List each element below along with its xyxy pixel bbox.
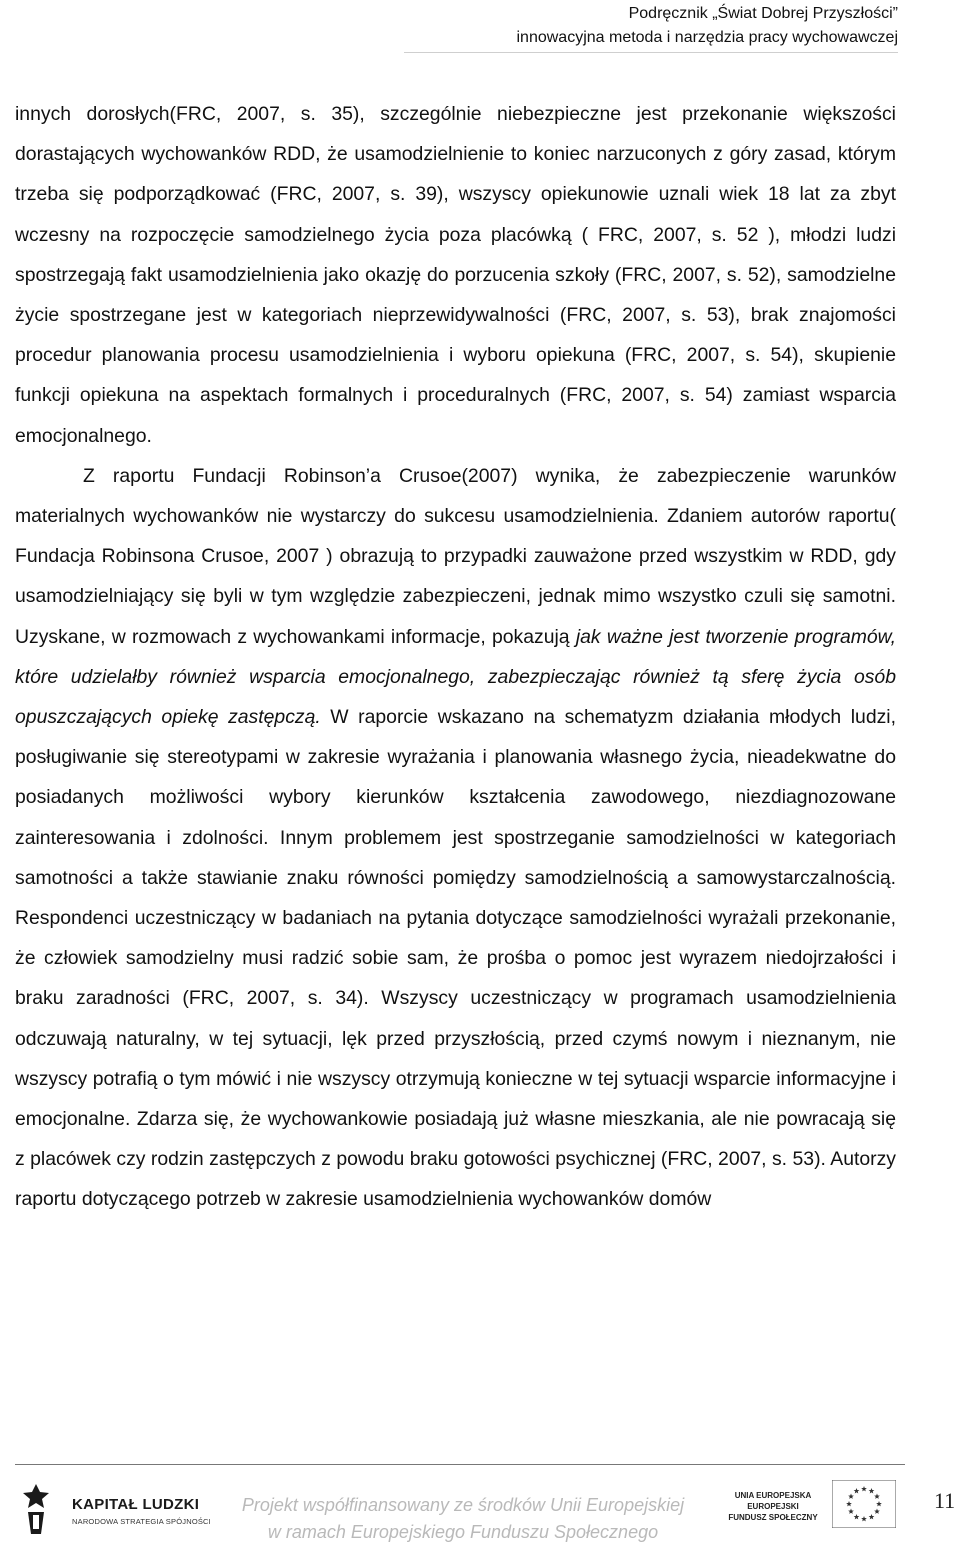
project-line-2: w ramach Europejskiego Funduszu Społecznego [267, 1522, 659, 1542]
paragraph-2-part-b: W raporcie wskazano na schematyzm działania młodych ludzi, posługiwanie się stereotypami w zakresie wyrażania i planowania własnego życia, nieadekwatne do posiadanych możliwości wybory kierunków kształcenia zawodowego, niezdiagnozowane zainteresowania i zdolności. Innym problemem jest spostrzeganie samodzielności w kategoriach samotności a także stawianie znaku równości pomiędzy samodzielnością a samowystarczalnością. Respondenci uczestniczący w badaniach na pytania dotyczące samodzielności wyrażali przekonanie, że człowiek samodzielny musi radzić sobie sam, że prośba o pomoc jest wyrazem niedojrzałości i braku zaradności (FRC, 2007, s. 34). Wszyscy uczestniczący w programach usamodzielnienia odczuwają naturalny, w tej sytuacji, lęk przed przyszłością, przed czymś nowym i nieznanym, nie wszyscy potrafią o tym mówić i nie wszyscy otrzymują konieczne w tej sytuacji wsparcie informacyjne i emocjonalne. Zdarza się, że wychowankowie posiadają już własne mieszkania, ale nie powracają się z placówek czy rodzin zastępczych z powodu braku gotowości psychicznej (FRC, 2007, s. 53). Autorzy raportu dotyczącego potrzeb w zakresie usamodzielnienia wychowanków domów [15, 706, 896, 1211]
kapital-ludzki-logo [22, 1478, 212, 1538]
kapital-ludzki-emblem-icon [22, 1482, 50, 1536]
eu-label-line-3: FUNDUSZ SPOŁECZNY [728, 1513, 818, 1522]
header-title: Podręcznik „Świat Dobrej Przyszłości” [628, 5, 898, 22]
kapital-ludzki-title: KAPITAŁ LUDZKI [72, 1496, 200, 1513]
paragraph-2-part-a: Z raportu Fundacji Robinson’a Crusoe(2007) wynika, że zabezpieczenie warunków materialnych wychowanków nie wystarczy do sukcesu usamodzielnienia. Zdaniem autorów raportu( Fundacja Robinsona Crusoe, 2007 ) obrazują to przypadki zauważone przed wszystkim w RDD, gdy usamodzielniający się byli w tym względzie zabezpieczeni, jednak mimo wszystko czuli się samotni. Uzyskane, w rozmowach z wychowankami informacje, pokazują [15, 464, 896, 648]
project-funding-note [218, 1492, 708, 1546]
project-line-1: Projekt współfinansowany ze środków Unii Europejskiej [241, 1495, 685, 1515]
header-divider [404, 52, 898, 53]
header-subtitle: innowacyjna metoda i narzędzia pracy wychowawczej [516, 29, 898, 46]
eu-label-line-1: UNIA EUROPEJSKA [734, 1491, 812, 1500]
eu-stars-flag-icon [832, 1480, 896, 1528]
paragraph-2-italic: jak ważne jest tworzenie programów, które udzielałby również wsparcia emocjonalnego, zabezpieczając również tą sferę życia osób opuszczających opiekę zastępczą. [15, 625, 896, 729]
document-body [15, 94, 896, 1220]
paragraph-1: innych dorosłych(FRC, 2007, s. 35), szczególnie niebezpieczne jest przekonanie większości dorastających wychowanków RDD, że usamodzielnienie to koniec narzuconych z góry zasad, którym trzeba się podporządkować (FRC, 2007, s. 39), wszyscy opiekunowie uznali wiek 18 lat za zbyt wczesny na rozpoczęcie samodzielnego życia poza placówką ( FRC, 2007, s. 52 ), młodzi ludzi spostrzegają fakt usamodzielnienia jako okazję do porzucenia szkoły (FRC, 2007, s. 52), samodzielne życie spostrzegane jest w kategoriach nieprzewidywalności (FRC, 2007, s. 53), brak znajomości procedur planowania procesu usamodzielnienia i wyboru opiekuna (FRC, 2007, s. 54), skupienie funkcji opiekuna na aspektach formalnych i proceduralnych (FRC, 2007, s. 54) zamiast wsparcia emocjonalnego. [15, 103, 896, 447]
eu-fund-label [722, 1490, 824, 1523]
paragraph-2 [15, 456, 896, 1220]
page-number: 11 [934, 1488, 956, 1513]
page-header [516, 2, 898, 50]
footer-divider [15, 1464, 905, 1465]
kapital-ludzki-subtitle: NARODOWA STRATEGIA SPÓJNOŚCI [72, 1517, 211, 1526]
eu-label-line-2: EUROPEJSKI [747, 1502, 799, 1511]
page-footer [0, 1470, 960, 1546]
